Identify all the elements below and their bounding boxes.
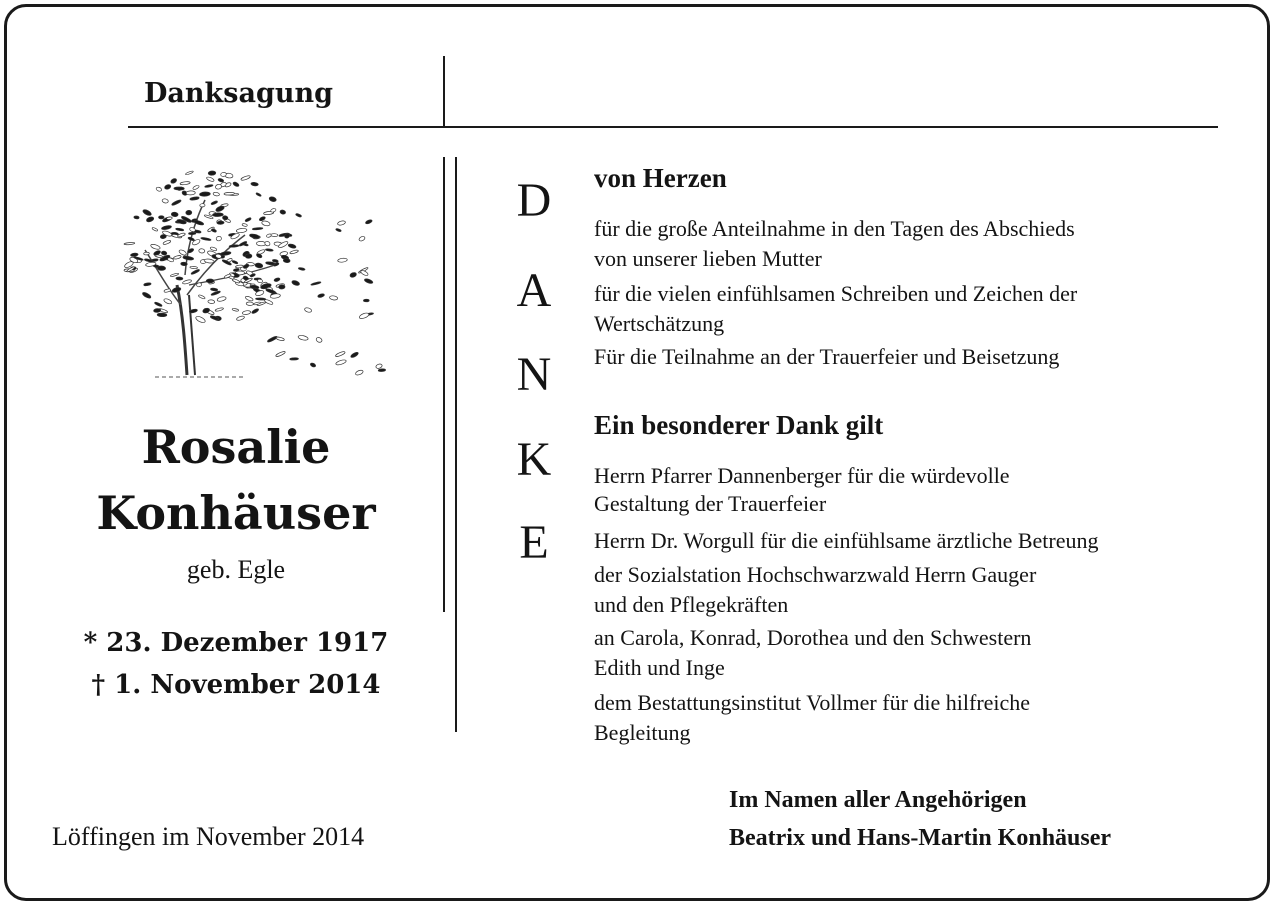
thanks-line: Gestaltung der Trauerfeier <box>594 491 827 516</box>
deceased-last-name: Konhäuser <box>96 486 376 540</box>
thanks-line: Für die Teilnahme an der Trauerfeier und Beisetzung <box>594 344 1060 369</box>
signature-line-1: Im Namen aller Angehörigen <box>729 787 1027 813</box>
danke-letter: K <box>516 433 552 486</box>
header-vertical-divider <box>443 56 445 128</box>
thanks-line: dem Bestattungsinstitut Vollmer für die hilfreiche <box>594 690 1031 715</box>
place-and-date: Löffingen im November 2014 <box>52 822 365 851</box>
section-heading-heartfelt: von Herzen <box>594 163 727 193</box>
thanks-line: für die vielen einfühlsamen Schreiben und Zeichen der <box>594 281 1078 306</box>
thanks-line: der Sozialstation Hochschwarzwald Herrn Gauger <box>594 562 1037 587</box>
deceased-first-name: Rosalie <box>141 420 331 474</box>
danke-letter: D <box>516 174 552 227</box>
windblown-tree-icon <box>115 155 395 385</box>
thanks-line: an Carola, Konrad, Dorothea und den Schwestern <box>594 625 1032 650</box>
thanks-line: und den Pflegekräften <box>594 592 789 617</box>
danke-letter: A <box>516 264 552 317</box>
thanks-line: Herrn Pfarrer Dannenberger für die würdevolle <box>594 463 1010 488</box>
section-heading-special-thanks: Ein besonderer Dank gilt <box>594 410 884 440</box>
thanks-line: von unserer lieben Mutter <box>594 246 822 271</box>
danke-column-divider <box>455 157 457 732</box>
header-divider <box>128 126 1218 128</box>
notice-title: Danksagung <box>144 78 333 109</box>
left-column-divider <box>443 157 445 612</box>
thanks-line: für die große Anteilnahme in den Tagen des Abschieds <box>594 216 1075 241</box>
thanks-line: Wertschätzung <box>594 311 725 336</box>
birth-date: * 23. Dezember 1917 <box>83 628 389 658</box>
danke-letter: E <box>519 516 549 569</box>
thanks-line: Begleitung <box>594 720 691 745</box>
danke-letter: N <box>516 348 552 401</box>
maiden-name: geb. Egle <box>186 555 286 584</box>
thanks-line: Herrn Dr. Worgull für die einfühlsame ärztliche Betreung <box>594 528 1099 553</box>
death-date: † 1. November 2014 <box>91 670 381 700</box>
thanks-line: Edith und Inge <box>594 655 725 680</box>
signature-line-2: Beatrix und Hans-Martin Konhäuser <box>729 825 1112 851</box>
